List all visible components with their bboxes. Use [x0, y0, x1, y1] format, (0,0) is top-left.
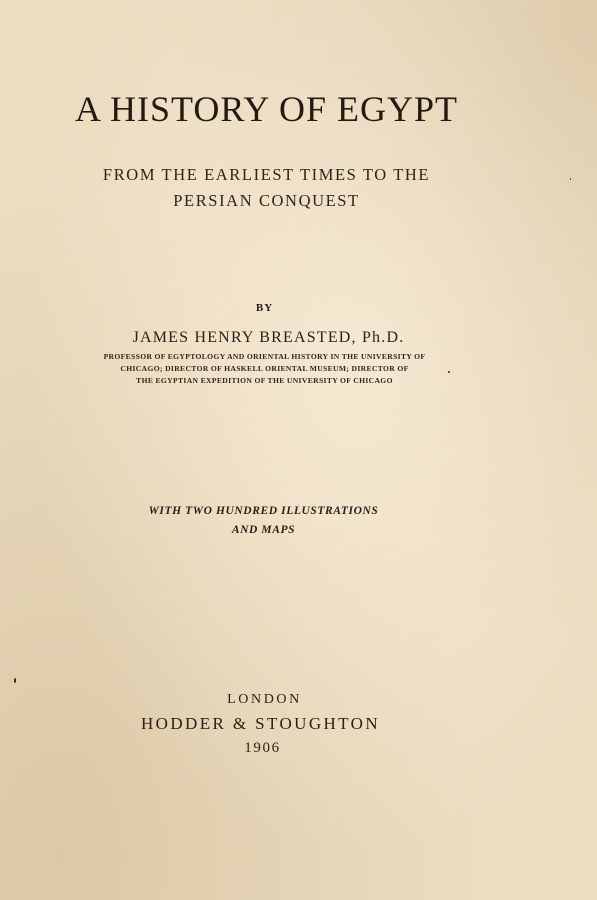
illustrations-note-line-2: AND MAPS [231, 524, 296, 536]
imprint-publisher: HODDER & STOUGHTON [140, 714, 381, 733]
subtitle-line-1: FROM THE EARLIEST TIMES TO THE [102, 165, 431, 184]
by-label: BY [255, 302, 274, 314]
author-name: JAMES HENRY BREASTED, Ph.D. [132, 329, 405, 346]
imprint-city: LONDON [227, 692, 302, 707]
subtitle-line-2: PERSIAN CONQUEST [173, 191, 360, 210]
author-credentials-line-2: CHICAGO; DIRECTOR OF HASKELL ORIENTAL MUSEUM; DIRECTOR OF [120, 364, 409, 373]
paper-speck [448, 371, 450, 373]
paper-speck [14, 678, 16, 683]
author-credentials-line-3: THE EGYPTIAN EXPEDITION OF THE UNIVERSITY OF CHICAGO [136, 376, 393, 385]
book-title: A HISTORY OF EGYPT [74, 89, 459, 129]
imprint-year: 1906 [244, 740, 281, 756]
paper-speck [570, 178, 571, 180]
author-credentials-line-1: PROFESSOR OF EGYPTOLOGY AND ORIENTAL HISTORY IN THE UNIVERSITY OF [103, 352, 426, 361]
illustrations-note-line-1: WITH TWO HUNDRED ILLUSTRATIONS [148, 505, 379, 517]
